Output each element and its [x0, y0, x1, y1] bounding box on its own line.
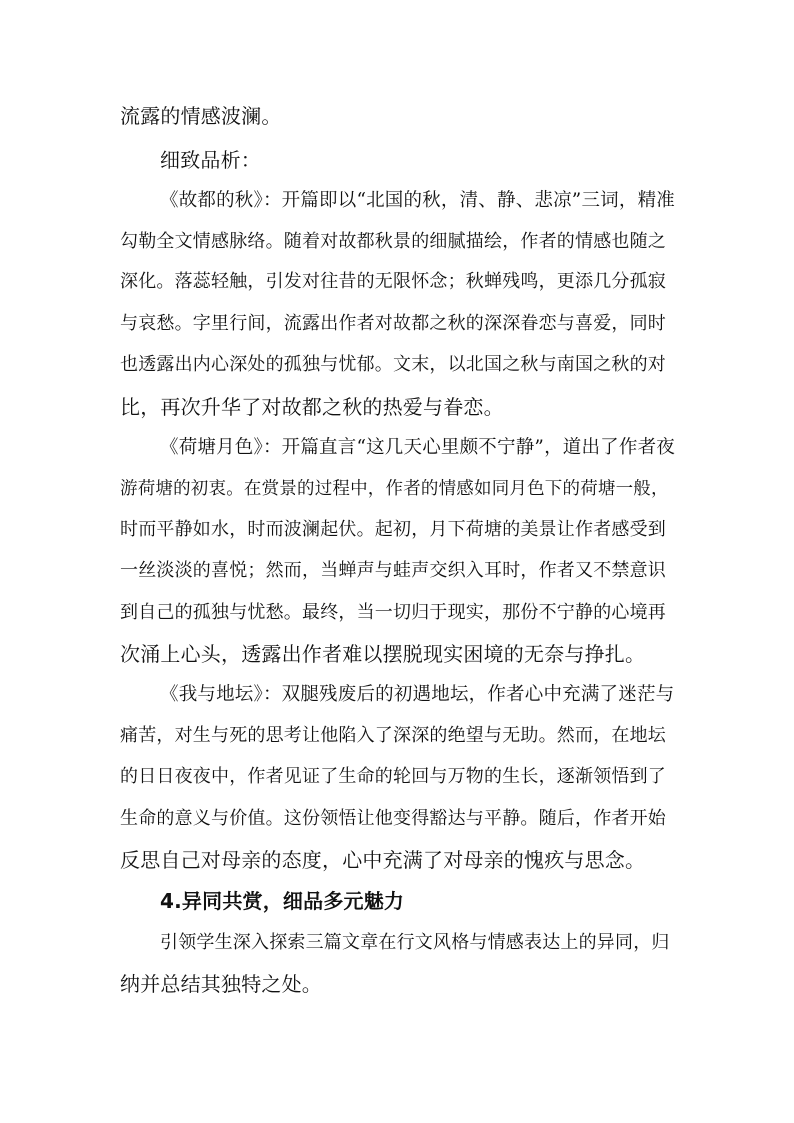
paragraph-line: 游荷塘的初衷。在赏景的过程中，作者的情感如同月色下的荷塘一般， — [120, 479, 669, 499]
section-label: 细致品析： — [160, 148, 261, 172]
paragraph-line: 流露的情感波澜。 — [120, 104, 282, 128]
paragraph-line: 痛苦，对生与死的思考让他陷入了深深的绝望与无助。然而，在地坛 — [120, 725, 666, 746]
paragraph-line: 比，再次升华了对故都之秋的热爱与眷恋。 — [120, 395, 504, 419]
paragraph-line: 勾勒全文情感脉络。随着对故都秋景的细腻描绘，作者的情感也随之 — [120, 231, 666, 252]
paragraph-line: 引领学生深入探索三篇文章在行文风格与情感表达上的异同，归 — [160, 932, 670, 953]
paragraph-line: 深化。落蕊轻触，引发对往昔的无限怀念；秋蝉残鸣，更添几分孤寂 — [120, 271, 666, 292]
paragraph-line: 反思自己对母亲的态度，心中充满了对母亲的愧疚与思念。 — [120, 848, 646, 872]
paragraph-line: 也透露出内心深处的孤独与忧郁。文末，以北国之秋与南国之秋的对 — [120, 354, 666, 375]
paragraph-line: 纳并总结其独特之处。 — [120, 972, 322, 996]
section-heading: 4.异同共赏，细品多元魅力 — [160, 889, 405, 913]
paragraph-line: 生命的意义与价值。这份领悟让他变得豁达与平静。随后，作者开始 — [120, 808, 666, 829]
paragraph-line: 次涌上心头，透露出作者难以摆脱现实困境的无奈与挣扎。 — [120, 642, 646, 666]
paragraph-line: 时而平静如水，时而波澜起伏。起初，月下荷塘的美景让作者感受到 — [120, 519, 666, 540]
paragraph-line: 一丝淡淡的喜悦；然而，当蝉声与蛙声交织入耳时，作者又不禁意识 — [120, 560, 666, 581]
paragraph-line: 的日日夜夜中，作者见证了生命的轮回与万物的生长，逐渐领悟到了 — [120, 766, 666, 787]
paragraph-line: 《我与地坛》：双腿残废后的初遇地坛，作者心中充满了迷茫与 — [160, 684, 675, 705]
paragraph-line: 与哀愁。字里行间，流露出作者对故都之秋的深深眷恋与喜爱，同时 — [120, 313, 666, 334]
paragraph-line: 《荷塘月色》：开篇直言“这几天心里颇不宁静”，道出了作者夜 — [160, 437, 675, 458]
paragraph-line: 到自己的孤独与忧愁。最终，当一切归于现实，那份不宁静的心境再 — [120, 602, 666, 623]
paragraph-line: 《故都的秋》：开篇即以“北国的秋，清、静、悲凉”三词，精准 — [160, 190, 675, 211]
